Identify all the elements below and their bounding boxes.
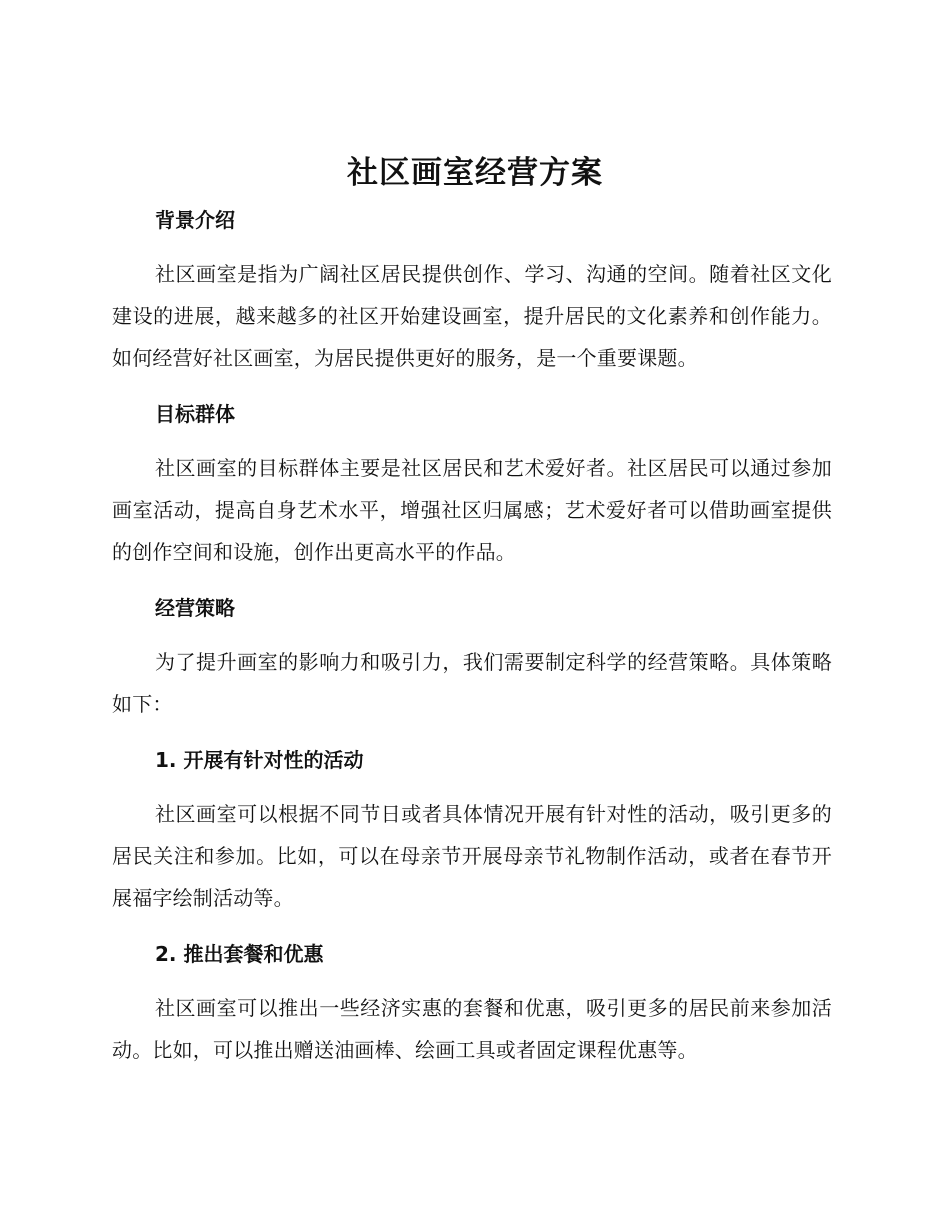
section-body-target-audience: 社区画室的目标群体主要是社区居民和艺术爱好者。社区居民可以通过参加画室活动，提高自身艺术水平，增强社区归属感；艺术爱好者可以借助画室提供的创作空间和设施，创作出更高水平的作品。 (112, 456, 832, 564)
section-body-strategy: 为了提升画室的影响力和吸引力，我们需要制定科学的经营策略。具体策略如下： (112, 650, 832, 716)
section-heading-strategy: 经营策略 (155, 596, 235, 620)
section-heading-packages-discounts: 2. 推出套餐和优惠 (155, 942, 324, 966)
document-title: 社区画室经营方案 (347, 155, 603, 191)
section-body-background: 社区画室是指为广阔社区居民提供创作、学习、沟通的空间。随着社区文化建设的进展，越来越多的社区开始建设画室，提升居民的文化素养和创作能力。如何经营好社区画室，为居民提供更好的服务，是一个重要课题。 (112, 262, 832, 370)
section-heading-targeted-activities: 1. 开展有针对性的活动 (155, 748, 364, 772)
section-body-packages-discounts: 社区画室可以推出一些经济实惠的套餐和优惠，吸引更多的居民前来参加活动。比如，可以推出赠送油画棒、绘画工具或者固定课程优惠等。 (112, 996, 832, 1062)
section-heading-background: 背景介绍 (155, 208, 235, 232)
section-body-targeted-activities: 社区画室可以根据不同节日或者具体情况开展有针对性的活动，吸引更多的居民关注和参加。比如，可以在母亲节开展母亲节礼物制作活动，或者在春节开展福字绘制活动等。 (112, 802, 832, 910)
section-heading-target-audience: 目标群体 (155, 402, 235, 426)
